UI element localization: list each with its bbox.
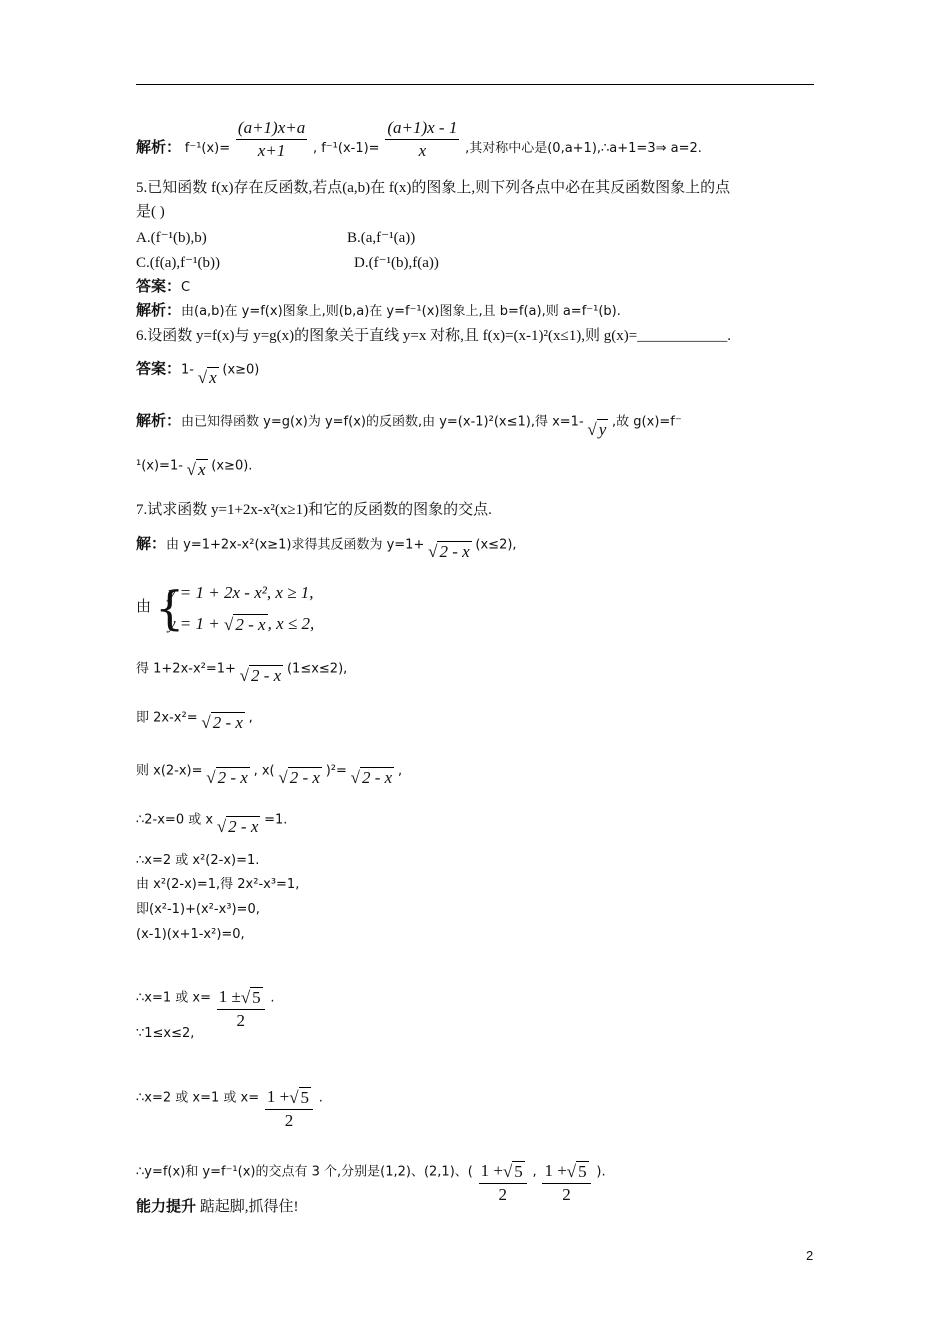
- solution-q7-step1: 解：由 y=1+2x-x²(x≥1)求得其反函数为 y=1+ √ 2 - x (x≤2),: [136, 536, 517, 561]
- ability-section: 能力提升 踮起脚,抓得住!: [136, 1199, 299, 1215]
- question-5: 5.已知函数 f(x)存在反函数,若点(a,b)在 f(x)的图象上,则下列各点中必在其反函数图象上的点: [136, 180, 731, 196]
- solution-q6: 解析：由已知得函数 y=g(x)为 y=f(x)的反函数,由 y=(x-1)²(x≤1),得 x=1- √ y ,故 g(x)=f⁻: [136, 413, 682, 439]
- step-10: (x-1)(x+1-x²)=0,: [136, 927, 245, 942]
- step-13: ∴x=2 或 x=1 或 x= $\frac{1 +√ 5}{2}$ .: [136, 1087, 323, 1131]
- question-5-cont: 是( ): [136, 204, 165, 220]
- page-number: 2: [806, 1248, 814, 1263]
- answer-q6: 答案：1- √ x (x≥0): [136, 361, 260, 387]
- header-rule: [136, 84, 814, 85]
- you-label: 由: [136, 599, 152, 615]
- step-12: ∵1≤x≤2,: [136, 1026, 195, 1041]
- step-11: ∴x=1 或 x= $\frac{1 \pm√ 5}{2}$ .: [136, 987, 275, 1031]
- label-jiexi: 解析：: [136, 139, 182, 156]
- brace: {: [155, 581, 185, 635]
- step-8: 由 x²(2-x)=1,得 2x²-x³=1,: [136, 877, 300, 892]
- step-9: 即(x²-1)+(x²-x³)=0,: [136, 902, 260, 917]
- fraction: $\frac{(a+1)x+a}{x+1}$: [237, 118, 306, 160]
- option-a: A.(f⁻¹(b),b): [136, 230, 207, 246]
- solution-q4: 解析： f⁻¹(x)= $\frac{(a+1)x+a}{x+1}$ , f⁻¹(x-1)= $\frac{(a+1)x - 1}{x}$ ,其对称中心是(0,a+1),∴a+1=3⇒ a=2.: [136, 118, 702, 160]
- option-b: B.(a,f⁻¹(a)): [347, 230, 416, 246]
- answer-q5: 答案：C: [136, 279, 191, 295]
- step-7: ∴x=2 或 x²(2-x)=1.: [136, 853, 260, 868]
- step-3: 得 1+2x-x²=1+ √ 2 - x (1≤x≤2),: [136, 661, 348, 685]
- option-d: D.(f⁻¹(b),f(a)): [354, 255, 439, 271]
- step-6: ∴2-x=0 或 x √ 2 - x =1.: [136, 812, 288, 836]
- solution-q6-cont: ¹(x)=1- √ x (x≥0).: [136, 458, 253, 479]
- step-4: 即 2x-x²= √ 2 - x ,: [136, 710, 253, 732]
- option-c: C.(f(a),f⁻¹(b)): [136, 255, 221, 271]
- solution-q5: 解析：由(a,b)在 y=f(x)图象上,则(b,a)在 y=f⁻¹(x)图象上,且 b=f(a),则 a=f⁻¹(b).: [136, 303, 621, 319]
- step-14: ∴y=f(x)和 y=f⁻¹(x)的交点有 3 个,分别是(1,2)、(2,1)、( $\frac{1 +√ 5}{2}$ , $\frac{1 +√ 5}{2}$ ).: [136, 1161, 606, 1205]
- question-7: 7.试求函数 y=1+2x-x²(x≥1)和它的反函数的图象的交点.: [136, 502, 492, 518]
- step-5: 则 x(2-x)= √ 2 - x , x( √ 2 - x )²= √ 2 - x ,: [136, 763, 403, 787]
- system-eq1: y = 1 + 2x - x², x ≥ 1,: [168, 583, 314, 602]
- fraction: $\frac{(a+1)x - 1}{x}$: [387, 118, 458, 160]
- question-6: 6.设函数 y=f(x)与 y=g(x)的图象关于直线 y=x 对称,且 f(x)=(x-1)²(x≤1),则 g(x)=____________.: [136, 328, 731, 344]
- system-eq2: y = 1 + √ 2 - x , x ≤ 2,: [168, 614, 315, 635]
